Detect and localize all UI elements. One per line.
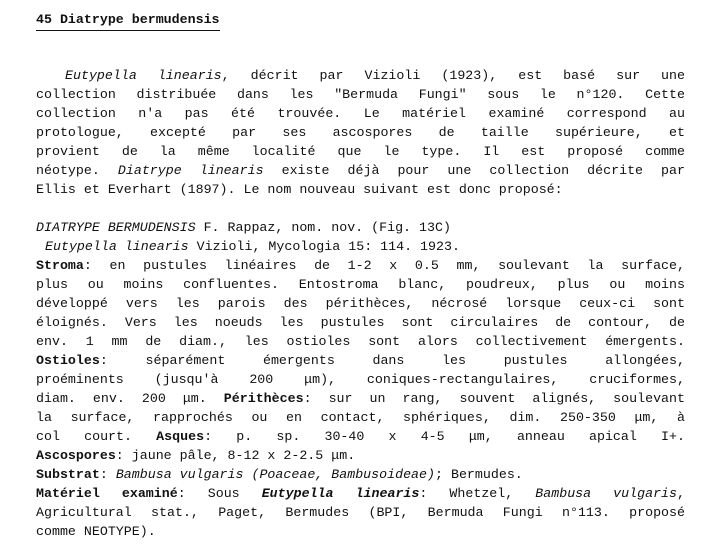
description-line-1: Stroma: en pustules linéaires de 1-2 x 0.5 mm, soulevant la surface, xyxy=(36,258,685,273)
description-line-7: proéminents (jusqu'à 200 μm), coniques-rectangulaires, cruciformes, xyxy=(36,372,685,387)
taxon-author: F. Rappaz, nom. nov. (Fig. 13C) xyxy=(195,220,451,235)
taxon-line xyxy=(36,218,685,237)
species-name: Diatrype linearis xyxy=(117,163,264,178)
description-line-14: Agricultural stat., Paget, Bermudes (BPI, Bermuda Fungi n°113. proposé xyxy=(36,505,685,520)
ascospores-label: Ascospores xyxy=(36,448,116,463)
substrate-species: Bambusa vulgaris (Poaceae, Bambusoideae) xyxy=(115,467,435,482)
substrate-label: Substrat xyxy=(36,467,100,482)
intro-line-7: Ellis et Everhart (1897). Le nom nouveau suivant est donc proposé: xyxy=(36,182,563,197)
description-line-3: développé vers les parois des périthèces, nécrosé lorsque ceux-ci sont xyxy=(36,296,685,311)
heading-title: Diatrype bermudensis xyxy=(59,12,220,27)
description-line-13: Matériel examiné: Sous Eutypella linearis: Whetzel, Bambusa vulgaris, xyxy=(36,486,685,501)
description-line-8: diam. env. 200 μm. Périthèces: sur un rang, souvent alignés, soulevant xyxy=(36,391,685,406)
heading-number: 45 xyxy=(36,12,52,27)
intro-line-2: collection distribuée dans les "Bermuda Fungi" sous le n°120. Cette xyxy=(36,87,685,102)
intro-line-5: provient de la même localité que le type. Il est proposé comme xyxy=(36,144,685,159)
basionym-line xyxy=(45,237,685,256)
intro-line-4: protologue, excepté par ses ascospores de taille supérieure, et xyxy=(36,125,685,140)
ostioles-label: Ostioles xyxy=(36,353,100,368)
section-heading xyxy=(36,11,220,31)
asci-label: Asques xyxy=(156,429,205,444)
description-line-15: comme NEOTYPE). xyxy=(36,524,156,539)
description-line-6: Ostioles: séparément émergents dans les pustules allongées, xyxy=(36,353,685,368)
material-species: Eutypella linearis xyxy=(261,486,420,501)
perithecia-label: Périthèces xyxy=(223,391,304,406)
species-name: Eutypella linearis xyxy=(65,68,222,83)
description-line-11: Ascospores: jaune pâle, 8-12 x 2-2.5 μm. xyxy=(36,448,356,463)
basionym-name: Eutypella linearis xyxy=(45,239,189,254)
basionym-reference: Vizioli, Mycologia 15: 114. 1923. xyxy=(188,239,460,254)
description-line-9: la surface, rapprochés ou en contact, sphériques, dim. 250-350 μm, à xyxy=(36,410,685,425)
material-label: Matériel examiné xyxy=(36,486,178,501)
description-line-5: env. 1 mm de diam., les ostioles sont alors collectivement émergents. xyxy=(36,334,685,349)
material-host: Bambusa vulgaris xyxy=(535,486,678,501)
stroma-label: Stroma xyxy=(36,258,84,273)
intro-line-3: collection n'a pas été trouvée. Le matériel examiné correspond au xyxy=(36,106,685,121)
description-line-4: éloignés. Vers les noeuds les pustules sont circulaires de contour, de xyxy=(36,315,685,330)
description-line-10: col court. Asques: p. sp. 30-40 x 4-5 μm, anneau apical I+. xyxy=(36,429,685,444)
description-line-12: Substrat: Bambusa vulgaris (Poaceae, Bambusoideae); Bermudes. xyxy=(36,467,523,482)
intro-line-1: Eutypella linearis, décrit par Vizioli (1923), est basé sur une xyxy=(65,68,685,83)
description-line-2: plus ou moins confluentes. Entostroma blanc, poudreux, plus ou moins xyxy=(36,277,685,292)
intro-line-6: néotype. Diatrype linearis existe déjà pour une collection décrite par xyxy=(36,163,685,178)
taxon-name: DIATRYPE BERMUDENSIS xyxy=(36,220,196,235)
